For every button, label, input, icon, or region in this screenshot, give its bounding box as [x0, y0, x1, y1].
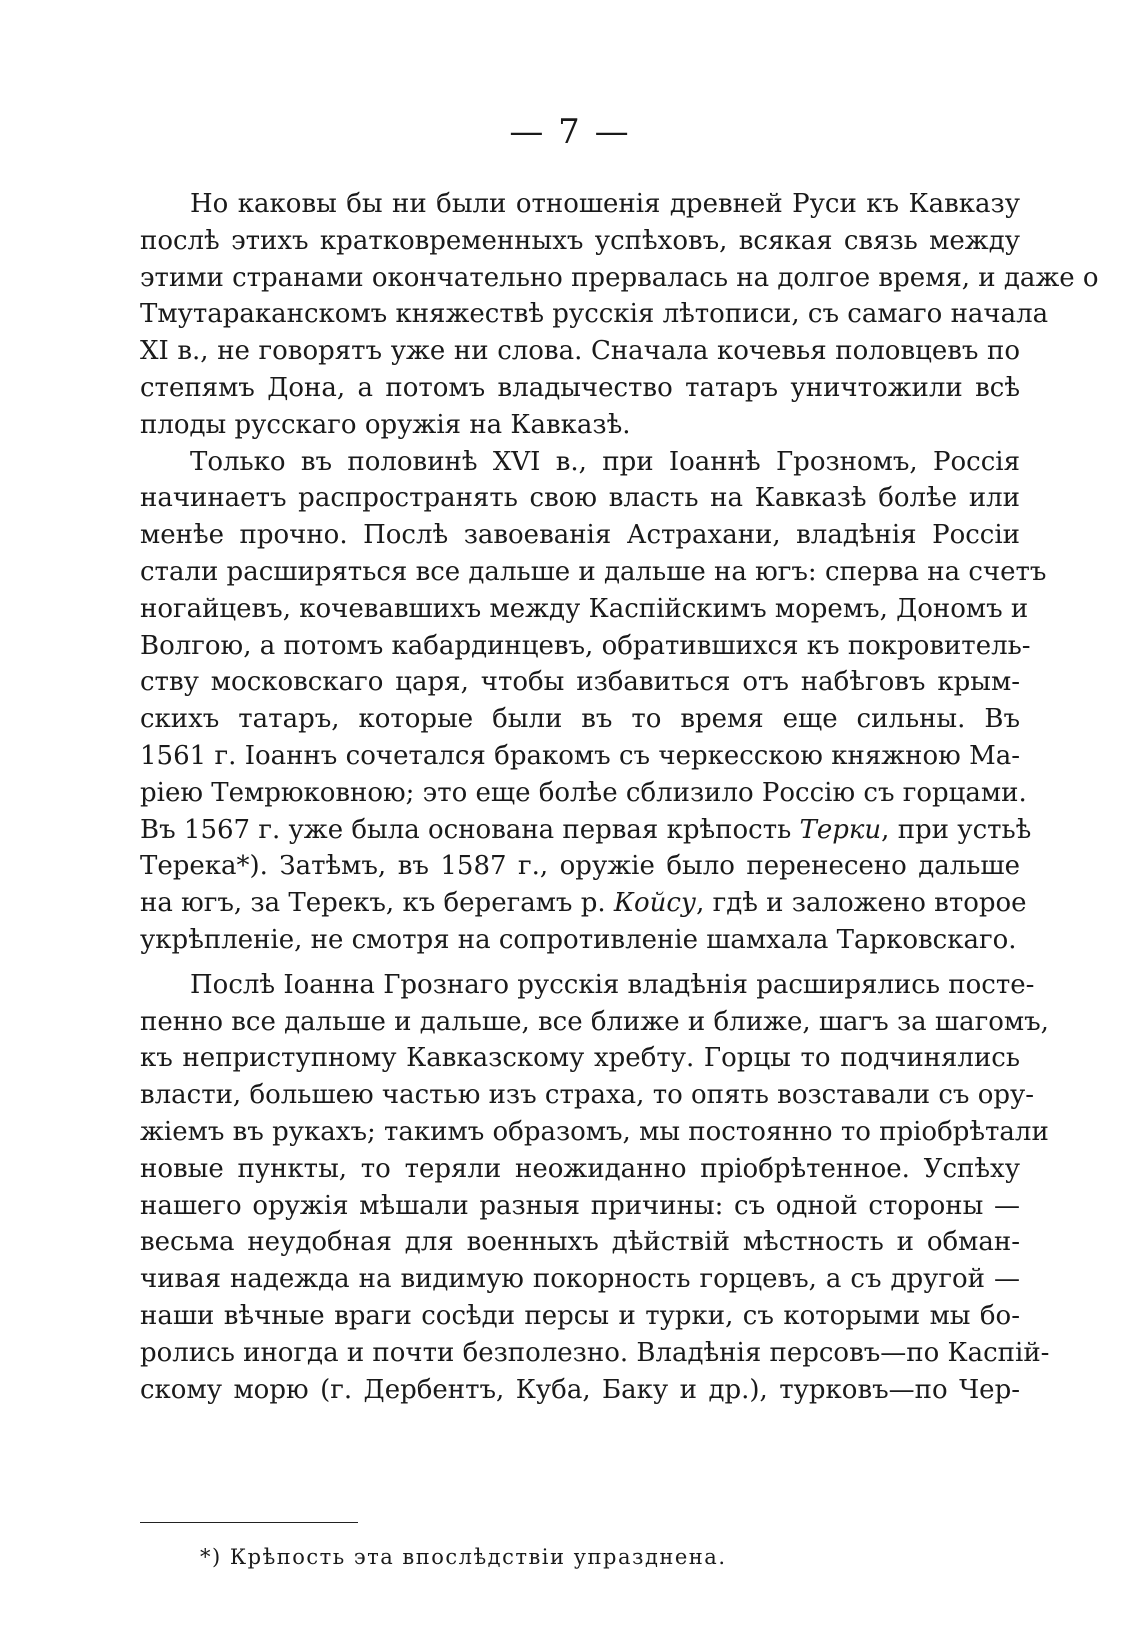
text-segment: , при устьѣ [881, 814, 1032, 845]
italic-place-name-terki: Терки [799, 814, 882, 845]
text-line: скихъ татаръ, которые были въ то время еще сильны. Въ [140, 704, 1020, 735]
text-line: чивая надежда на видимую покорность горцевъ, а съ другой — [140, 1264, 1020, 1295]
text-line: Только въ половинѣ XVI в., при Іоаннѣ Грозномъ, Россія [190, 446, 1020, 477]
text-line: нашего оружія мѣшали разныя причины: съ одной стороны — [140, 1190, 1020, 1221]
page-number: — 7 — [509, 112, 631, 152]
text-line: ріею Темрюковною; это еще болѣе сблизило Россію съ горцами. [140, 777, 1027, 808]
text-segment: , гдѣ и заложено второе [696, 888, 1027, 919]
text-line: пенно все дальше и дальше, все ближе и ближе, шагъ за шагомъ, [140, 1006, 1049, 1037]
text-line: начинаетъ распространять свою власть на Кавказѣ болѣе или [140, 483, 1020, 514]
text-line: ству московскаго царя, чтобы избавиться отъ набѣговъ крым- [140, 667, 1020, 698]
text-line: Волгою, а потомъ кабардинцевъ, обратившихся къ покровитель- [140, 630, 1031, 661]
footnote-divider [140, 1522, 358, 1523]
text-line: менѣе прочно. Послѣ завоеванія Астрахани, владѣнія Россіи [140, 520, 1020, 551]
italic-place-name-koisu: Койсу [613, 888, 697, 919]
text-line: власти, большею частью изъ страха, то опять возставали съ ору- [140, 1080, 1035, 1111]
text-line: степямъ Дона, а потомъ владычество татаръ уничтожили всѣ [140, 372, 1020, 403]
text-line: XI в., не говорятъ уже ни слова. Сначала кочевья половцевъ по [140, 336, 1020, 367]
text-line: къ неприступному Кавказскому хребту. Горцы то подчинялись [140, 1043, 1020, 1074]
text-line: Но каковы бы ни были отношенія древней Руси къ Кавказу [190, 189, 1020, 219]
text-line: этими странами окончательно прервалась на долгое время, и даже о [140, 262, 1099, 293]
text-line: 1561 г. Іоаннъ сочетался бракомъ съ черкесскою княжною Ма- [140, 740, 1020, 771]
text-line: новые пункты, то теряли неожиданно пріобрѣтенное. Успѣху [140, 1153, 1020, 1184]
text-line: плоды русскаго оружія на Кавказѣ. [140, 409, 631, 440]
text-segment: Въ 1567 г. уже была основана первая крѣпость [140, 814, 792, 845]
text-segment: на югъ, за Терекъ, къ берегамъ р. [140, 888, 606, 919]
body-text [140, 186, 1099, 1408]
text-line: скому морю (г. Дербентъ, Куба, Баку и др.), турковъ—по Чер- [140, 1374, 1020, 1405]
text-line: ролись иногда и почти безполезно. Владѣнія персовъ—по Каспій- [140, 1337, 1050, 1368]
text-line: Терека*). Затѣмъ, въ 1587 г., оружіе было перенесено дальше [140, 851, 1020, 882]
text-line: стали расширяться все дальше и дальше на югъ: сперва на счетъ [140, 556, 1047, 587]
text-line-with-italic [140, 812, 1032, 849]
text-line: весьма неудобная для военныхъ дѣйствій мѣстность и обман- [140, 1227, 1020, 1258]
text-line: укрѣпленіе, не смотря на сопротивленіе шамхала Тарковскаго. [140, 924, 1017, 955]
text-line: жіемъ въ рукахъ; такимъ образомъ, мы постоянно то пріобрѣтали [140, 1116, 1049, 1147]
text-line: Послѣ Іоанна Грознаго русскія владѣнія расширялись посте- [190, 969, 1035, 1000]
text-line: ногайцевъ, кочевавшихъ между Каспійскимъ моремъ, Дономъ и [140, 593, 1029, 624]
text-line: Тмутараканскомъ княжествѣ русскія лѣтописи, съ самаго начала [140, 299, 1049, 330]
text-line: послѣ этихъ кратковременныхъ успѣховъ, всякая связь между [140, 225, 1020, 256]
footnote: *) Крѣпость эта впослѣдствіи упразднена. [200, 1545, 727, 1569]
text-line-with-italic [140, 885, 1027, 922]
text-line: наши вѣчные враги сосѣди персы и турки, съ которыми мы бо- [140, 1300, 1020, 1331]
